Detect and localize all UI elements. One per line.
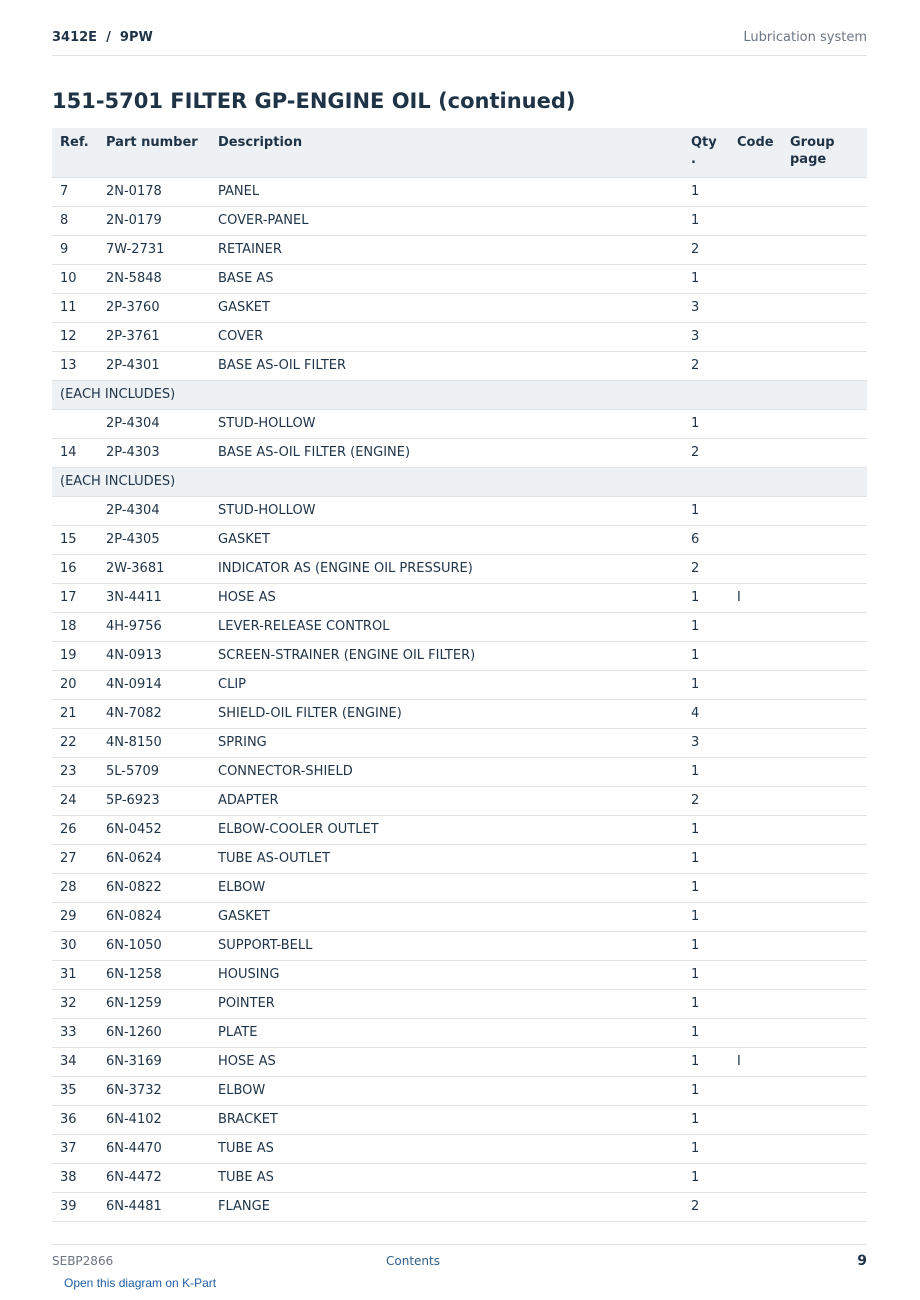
cell-qty: 1 [683, 1105, 729, 1134]
cell-group-page [782, 641, 867, 670]
cell-code [729, 1163, 782, 1192]
cell-group-page [782, 206, 867, 235]
cell-code [729, 786, 782, 815]
cell-description: HOSE AS [210, 583, 683, 612]
column-header-group-line1: Group [790, 135, 835, 150]
cell-qty: 6 [683, 525, 729, 554]
cell-code [729, 757, 782, 786]
cell-ref: 10 [52, 264, 98, 293]
cell-code [729, 612, 782, 641]
cell-ref: 11 [52, 293, 98, 322]
table-row [52, 1018, 867, 1047]
cell-code [729, 989, 782, 1018]
includes-note-row [52, 380, 867, 409]
cell-ref: 15 [52, 525, 98, 554]
cell-qty: 1 [683, 264, 729, 293]
cell-group-page [782, 264, 867, 293]
cell-code [729, 235, 782, 264]
table-row [52, 322, 867, 351]
table-row [52, 409, 867, 438]
cell-group-page [782, 496, 867, 525]
cell-part-number: 2W-3681 [98, 554, 210, 583]
open-diagram-link[interactable]: Open this diagram on K-Part [64, 1276, 217, 1290]
table-row [52, 438, 867, 467]
cell-code [729, 699, 782, 728]
cell-group-page [782, 786, 867, 815]
cell-group-page [782, 1192, 867, 1221]
table-row [52, 554, 867, 583]
table-row [52, 1134, 867, 1163]
cell-ref: 39 [52, 1192, 98, 1221]
cell-description: SHIELD-OIL FILTER (ENGINE) [210, 699, 683, 728]
column-header-group-page [782, 128, 867, 177]
cell-part-number: 2P-3761 [98, 322, 210, 351]
section-name: Lubrication system [743, 30, 867, 45]
cell-qty: 1 [683, 873, 729, 902]
table-row [52, 757, 867, 786]
cell-ref: 22 [52, 728, 98, 757]
cell-ref: 32 [52, 989, 98, 1018]
cell-group-page [782, 293, 867, 322]
cell-group-page [782, 873, 867, 902]
cell-qty: 3 [683, 293, 729, 322]
cell-description: ADAPTER [210, 786, 683, 815]
cell-description: HOSE AS [210, 1047, 683, 1076]
footer-doc-code: SEBP2866 [52, 1254, 114, 1268]
cell-part-number: 4H-9756 [98, 612, 210, 641]
cell-group-page [782, 1018, 867, 1047]
cell-group-page [782, 989, 867, 1018]
cell-ref: 7 [52, 177, 98, 206]
cell-qty: 1 [683, 409, 729, 438]
cell-description: BRACKET [210, 1105, 683, 1134]
cell-part-number: 3N-4411 [98, 583, 210, 612]
cell-description: TUBE AS [210, 1163, 683, 1192]
cell-qty: 2 [683, 786, 729, 815]
page-number: 9 [857, 1253, 867, 1269]
cell-ref [52, 496, 98, 525]
cell-qty: 2 [683, 235, 729, 264]
cell-code [729, 1105, 782, 1134]
cell-description: SUPPORT-BELL [210, 931, 683, 960]
page-header [52, 28, 867, 56]
cell-code [729, 293, 782, 322]
cell-qty: 1 [683, 1018, 729, 1047]
cell-code [729, 1076, 782, 1105]
cell-description: CONNECTOR-SHIELD [210, 757, 683, 786]
cell-part-number: 2P-4304 [98, 496, 210, 525]
cell-group-page [782, 235, 867, 264]
table-row [52, 1192, 867, 1221]
column-header-ref: Ref. [52, 128, 98, 177]
table-row [52, 641, 867, 670]
cell-qty: 1 [683, 1134, 729, 1163]
cell-description: HOUSING [210, 960, 683, 989]
cell-ref: 23 [52, 757, 98, 786]
cell-part-number: 6N-4472 [98, 1163, 210, 1192]
table-row [52, 612, 867, 641]
cell-code [729, 873, 782, 902]
table-row [52, 264, 867, 293]
table-row [52, 873, 867, 902]
table-row [52, 989, 867, 1018]
cell-ref: 8 [52, 206, 98, 235]
cell-qty: 1 [683, 641, 729, 670]
cell-code [729, 902, 782, 931]
cell-qty: 1 [683, 757, 729, 786]
includes-note-row [52, 467, 867, 496]
cell-part-number: 6N-0822 [98, 873, 210, 902]
cell-description: BASE AS [210, 264, 683, 293]
cell-qty: 4 [683, 699, 729, 728]
column-header-group-line2: page [790, 152, 827, 167]
cell-ref: 30 [52, 931, 98, 960]
cell-qty: 1 [683, 902, 729, 931]
table-row [52, 815, 867, 844]
cell-ref: 18 [52, 612, 98, 641]
page-title-main: 151-5701 FILTER GP-ENGINE OIL [52, 89, 431, 113]
table-row [52, 583, 867, 612]
cell-code: I [729, 1047, 782, 1076]
cell-description: GASKET [210, 525, 683, 554]
cell-description: COVER [210, 322, 683, 351]
cell-ref: 16 [52, 554, 98, 583]
cell-part-number: 5P-6923 [98, 786, 210, 815]
parts-table-header [52, 128, 867, 177]
cell-code [729, 438, 782, 467]
cell-description: POINTER [210, 989, 683, 1018]
cell-ref: 26 [52, 815, 98, 844]
cell-group-page [782, 554, 867, 583]
cell-description: GASKET [210, 902, 683, 931]
cell-qty: 2 [683, 438, 729, 467]
cell-qty: 1 [683, 989, 729, 1018]
table-row [52, 1047, 867, 1076]
cell-description: BASE AS-OIL FILTER [210, 351, 683, 380]
cell-code [729, 322, 782, 351]
cell-code [729, 409, 782, 438]
cell-description: FLANGE [210, 1192, 683, 1221]
cell-description: PANEL [210, 177, 683, 206]
cell-description: ELBOW [210, 873, 683, 902]
cell-description: SPRING [210, 728, 683, 757]
includes-note: (EACH INCLUDES) [52, 467, 867, 496]
cell-ref: 27 [52, 844, 98, 873]
cell-part-number: 2P-4301 [98, 351, 210, 380]
cell-description: GASKET [210, 293, 683, 322]
cell-part-number: 6N-3732 [98, 1076, 210, 1105]
column-header-qty-line1: Qty [691, 135, 717, 150]
cell-part-number: 2P-4303 [98, 438, 210, 467]
cell-description: ELBOW-COOLER OUTLET [210, 815, 683, 844]
cell-description: INDICATOR AS (ENGINE OIL PRESSURE) [210, 554, 683, 583]
cell-part-number: 6N-0452 [98, 815, 210, 844]
cell-code [729, 177, 782, 206]
column-header-description: Description [210, 128, 683, 177]
cell-part-number: 6N-0824 [98, 902, 210, 931]
cell-ref: 38 [52, 1163, 98, 1192]
cell-code [729, 844, 782, 873]
cell-qty: 1 [683, 206, 729, 235]
cell-ref: 24 [52, 786, 98, 815]
cell-part-number: 6N-4481 [98, 1192, 210, 1221]
cell-group-page [782, 1076, 867, 1105]
cell-ref: 29 [52, 902, 98, 931]
cell-qty: 1 [683, 960, 729, 989]
table-row [52, 177, 867, 206]
cell-description: PLATE [210, 1018, 683, 1047]
cell-ref: 35 [52, 1076, 98, 1105]
cell-description: ELBOW [210, 1076, 683, 1105]
cell-code [729, 1134, 782, 1163]
cell-group-page [782, 699, 867, 728]
cell-code [729, 554, 782, 583]
parts-table-body [52, 177, 867, 1221]
cell-qty: 1 [683, 931, 729, 960]
cell-qty: 1 [683, 670, 729, 699]
cell-group-page [782, 931, 867, 960]
cell-group-page [782, 438, 867, 467]
cell-ref: 28 [52, 873, 98, 902]
table-row [52, 786, 867, 815]
cell-qty: 1 [683, 815, 729, 844]
cell-part-number: 6N-4102 [98, 1105, 210, 1134]
cell-part-number: 2P-4304 [98, 409, 210, 438]
cell-part-number: 5L-5709 [98, 757, 210, 786]
cell-qty: 2 [683, 351, 729, 380]
cell-ref: 12 [52, 322, 98, 351]
page-title [52, 89, 576, 113]
cell-description: SCREEN-STRAINER (ENGINE OIL FILTER) [210, 641, 683, 670]
cell-group-page [782, 525, 867, 554]
table-row [52, 525, 867, 554]
cell-group-page [782, 757, 867, 786]
table-row [52, 728, 867, 757]
cell-group-page [782, 583, 867, 612]
table-row [52, 699, 867, 728]
cell-code [729, 960, 782, 989]
cell-code [729, 670, 782, 699]
cell-ref: 17 [52, 583, 98, 612]
cell-part-number: 6N-4470 [98, 1134, 210, 1163]
cell-part-number: 2N-0179 [98, 206, 210, 235]
document-id: 3412E / 9PW [52, 30, 153, 45]
cell-description: RETAINER [210, 235, 683, 264]
cell-part-number: 2N-5848 [98, 264, 210, 293]
cell-group-page [782, 1134, 867, 1163]
cell-ref: 36 [52, 1105, 98, 1134]
cell-group-page [782, 409, 867, 438]
cell-part-number: 6N-1050 [98, 931, 210, 960]
table-row [52, 960, 867, 989]
cell-part-number: 4N-8150 [98, 728, 210, 757]
table-row [52, 1105, 867, 1134]
cell-group-page [782, 1105, 867, 1134]
table-row [52, 496, 867, 525]
cell-qty: 1 [683, 1163, 729, 1192]
cell-qty: 3 [683, 728, 729, 757]
table-row [52, 670, 867, 699]
cell-group-page [782, 902, 867, 931]
cell-ref: 34 [52, 1047, 98, 1076]
cell-description: CLIP [210, 670, 683, 699]
cell-ref: 20 [52, 670, 98, 699]
cell-code [729, 496, 782, 525]
includes-note: (EACH INCLUDES) [52, 380, 867, 409]
table-row [52, 206, 867, 235]
cell-ref: 19 [52, 641, 98, 670]
cell-description: COVER-PANEL [210, 206, 683, 235]
cell-ref: 33 [52, 1018, 98, 1047]
cell-part-number: 4N-7082 [98, 699, 210, 728]
cell-code [729, 525, 782, 554]
cell-code [729, 206, 782, 235]
cell-group-page [782, 815, 867, 844]
table-row [52, 351, 867, 380]
cell-code [729, 728, 782, 757]
cell-group-page [782, 728, 867, 757]
table-row [52, 1163, 867, 1192]
cell-qty: 1 [683, 1047, 729, 1076]
cell-part-number: 6N-3169 [98, 1047, 210, 1076]
cell-ref: 31 [52, 960, 98, 989]
cell-ref: 13 [52, 351, 98, 380]
cell-code [729, 264, 782, 293]
cell-part-number: 4N-0913 [98, 641, 210, 670]
column-header-qty [683, 128, 729, 177]
cell-code [729, 1192, 782, 1221]
cell-qty: 1 [683, 177, 729, 206]
cell-qty: 2 [683, 554, 729, 583]
table-row [52, 235, 867, 264]
cell-code [729, 815, 782, 844]
cell-description: TUBE AS-OUTLET [210, 844, 683, 873]
cell-group-page [782, 670, 867, 699]
cell-description: STUD-HOLLOW [210, 496, 683, 525]
cell-group-page [782, 844, 867, 873]
parts-table [52, 128, 867, 1222]
cell-group-page [782, 351, 867, 380]
cell-part-number: 2P-3760 [98, 293, 210, 322]
cell-group-page [782, 322, 867, 351]
cell-code: I [729, 583, 782, 612]
cell-qty: 1 [683, 1076, 729, 1105]
cell-part-number: 4N-0914 [98, 670, 210, 699]
table-row [52, 844, 867, 873]
column-header-part-number: Part number [98, 128, 210, 177]
cell-qty: 1 [683, 496, 729, 525]
cell-part-number: 2N-0178 [98, 177, 210, 206]
cell-group-page [782, 1047, 867, 1076]
cell-description: STUD-HOLLOW [210, 409, 683, 438]
cell-ref: 9 [52, 235, 98, 264]
cell-qty: 1 [683, 583, 729, 612]
cell-code [729, 641, 782, 670]
page-footer [52, 1244, 867, 1274]
table-row [52, 931, 867, 960]
cell-description: TUBE AS [210, 1134, 683, 1163]
cell-qty: 3 [683, 322, 729, 351]
column-header-code: Code [729, 128, 782, 177]
cell-group-page [782, 177, 867, 206]
cell-part-number: 7W-2731 [98, 235, 210, 264]
cell-qty: 2 [683, 1192, 729, 1221]
cell-code [729, 1018, 782, 1047]
cell-ref [52, 409, 98, 438]
table-row [52, 1076, 867, 1105]
cell-code [729, 931, 782, 960]
cell-part-number: 2P-4305 [98, 525, 210, 554]
cell-part-number: 6N-0624 [98, 844, 210, 873]
table-row [52, 293, 867, 322]
cell-ref: 14 [52, 438, 98, 467]
cell-qty: 1 [683, 844, 729, 873]
cell-ref: 37 [52, 1134, 98, 1163]
cell-part-number: 6N-1260 [98, 1018, 210, 1047]
page-title-suffix: (continued) [438, 89, 576, 113]
cell-group-page [782, 960, 867, 989]
cell-part-number: 6N-1259 [98, 989, 210, 1018]
cell-qty: 1 [683, 612, 729, 641]
column-header-qty-line2: . [691, 152, 696, 167]
cell-description: LEVER-RELEASE CONTROL [210, 612, 683, 641]
cell-part-number: 6N-1258 [98, 960, 210, 989]
contents-link[interactable]: Contents [386, 1254, 440, 1268]
table-row [52, 902, 867, 931]
cell-ref: 21 [52, 699, 98, 728]
cell-code [729, 351, 782, 380]
cell-description: BASE AS-OIL FILTER (ENGINE) [210, 438, 683, 467]
cell-group-page [782, 612, 867, 641]
cell-group-page [782, 1163, 867, 1192]
